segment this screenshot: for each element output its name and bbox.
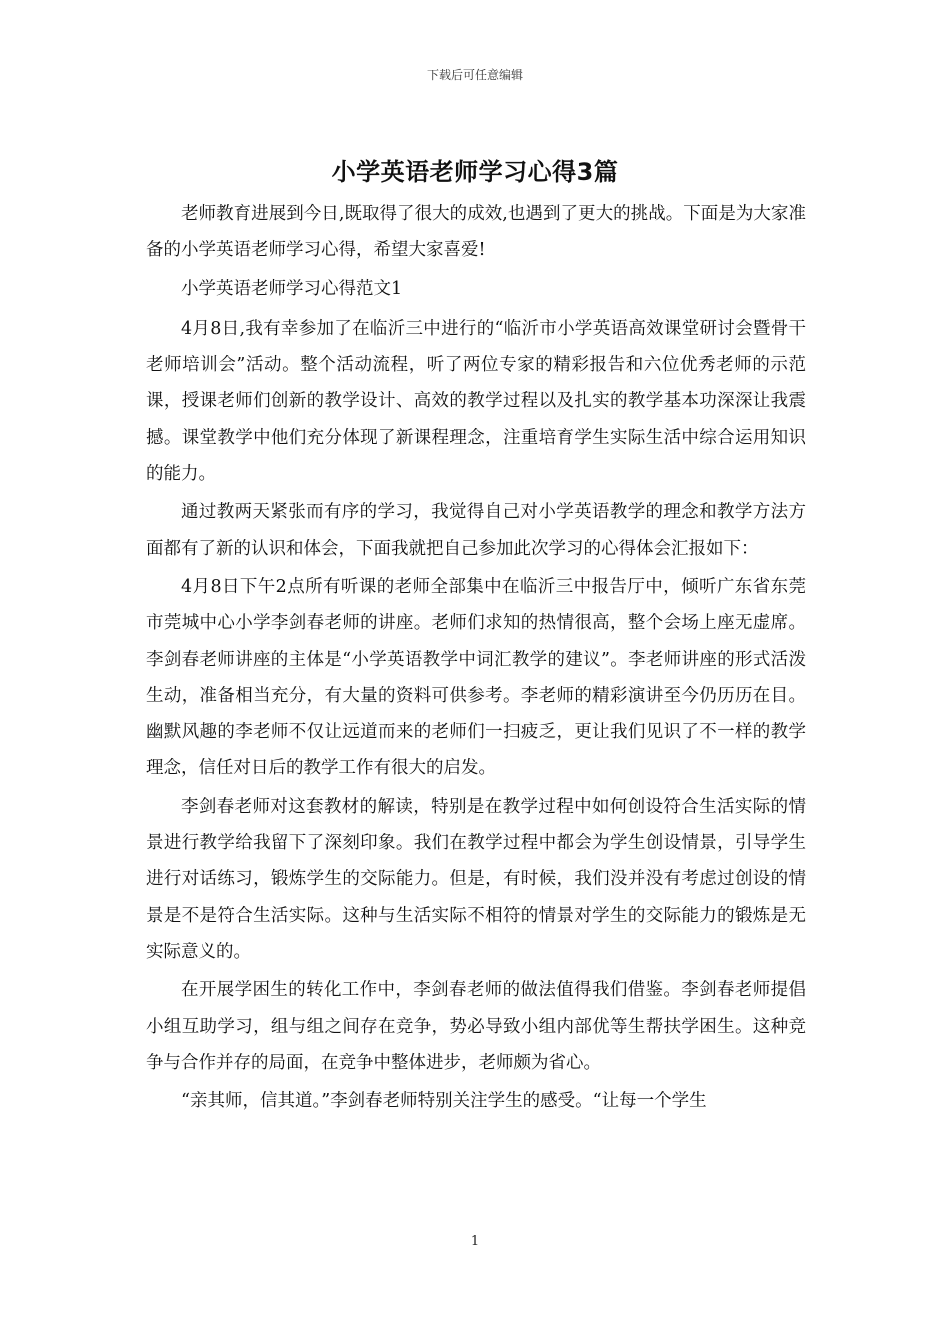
document-body [146, 196, 806, 1121]
paragraph: 4月8日下午2点所有听课的老师全部集中在临沂三中报告厅中，倾听广东省东莞市莞城中心小学李剑春老师的讲座。老师们求知的热情很高，整个会场上座无虚席。李剑春老师讲座的主体是“小学英语教学中词汇教学的建议”。李老师讲座的形式活泼生动，准备相当充分，有大量的资料可供参考。李老师的精彩演讲至今仍历历在目。幽默风趣的李老师不仅让远道而来的老师们一扫疲乏，更让我们见识了不一样的教学理念，信任对日后的教学工作有很大的启发。 [146, 576, 806, 779]
paragraph: 通过教两天紧张而有序的学习，我觉得自己对小学英语教学的理念和教学方法方面都有了新的认识和体会，下面我就把自己参加此次学习的心得体会汇报如下： [146, 502, 806, 559]
paragraph: 4月8日,我有幸参加了在临沂三中进行的“临沂市小学英语高效课堂研讨会暨骨干老师培训会”活动。整个活动流程，听了两位专家的精彩报告和六位优秀老师的示范课，授课老师们创新的教学设计、高效的教学过程以及扎实的教学基本功深深让我震撼。课堂教学中他们充分体现了新课程理念，注重培育学生实际生活中综合运用知识的能力。 [146, 318, 806, 485]
paragraph: “亲其师，信其道。”李剑春老师特别关注学生的感受。“让每一个学生 [181, 1091, 707, 1112]
paragraph: 李剑春老师对这套教材的解读，特别是在教学过程中如何创设符合生活实际的情景进行教学给我留下了深刻印象。我们在教学过程中都会为学生创设情景，引导学生进行对话练习，锻炼学生的交际能力。但是，有时候，我们没并没有考虑过创设的情景是不是符合生活实际。这种与生活实际不相符的情景对学生的交际能力的锻炼是无实际意义的。 [146, 796, 806, 962]
section-heading: 小学英语老师学习心得范文1 [181, 278, 403, 299]
document-title: 小学英语老师学习心得3篇 [331, 158, 619, 186]
paragraph-intro: 老师教育进展到今日,既取得了很大的成效,也遇到了更大的挑战。下面是为大家准备的小学英语老师学习心得，希望大家喜爱! [146, 204, 806, 261]
header-note: 下载后可任意编辑 [426, 68, 523, 82]
page-number: 1 [470, 1234, 480, 1249]
paragraph: 在开展学困生的转化工作中，李剑春老师的做法值得我们借鉴。李剑春老师提倡小组互助学习，组与组之间存在竞争，势必导致小组内部优等生帮扶学困生。这种竞争与合作并存的局面，在竞争中整体进步，老师颇为省心。 [146, 980, 806, 1073]
